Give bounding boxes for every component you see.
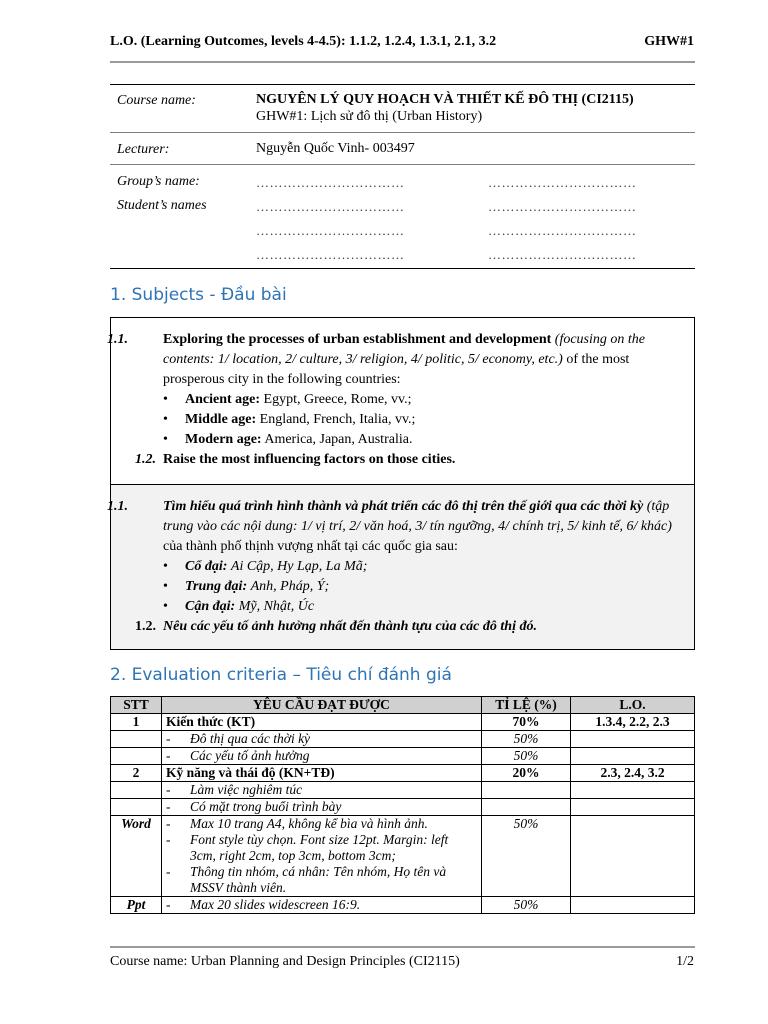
section-subjects-heading: 1. Subjects - Đầu bài [110, 285, 287, 305]
table-row: - Đô thị qua các thời kỳ 50% [111, 731, 695, 748]
question-2: Nêu các yếu tố ảnh hưởng nhất đến thành tựu của các đô thị đó. [163, 619, 537, 634]
table-row: Word - Max 10 trang A4, không kể bìa và hình ảnh. - Font style tùy chọn. Font size 12pt. Margin: left 3cm, right 2cm, top 3cm, bottom 3cm; - Thông tin nhóm, cá nhân: Tên nhóm, Họ tên và MSSV thành viên. 50% [111, 816, 695, 897]
course-label: Course name: [117, 93, 196, 108]
item-number: 1.2. [135, 452, 156, 467]
lecturer-label: Lecturer: [117, 142, 170, 157]
list-item: • Cổ đại: Ai Cập, Hy Lạp, La Mã; [185, 557, 688, 577]
table-row: - Các yếu tố ảnh hưởng 50% [111, 748, 695, 765]
list-item: • Trung đại: Anh, Pháp, Ý; [185, 577, 688, 597]
group-name-label: Group’s name: [117, 174, 200, 189]
blank-line: …………………………… [256, 199, 405, 214]
table-row: 1 Kiến thức (KT) 70% 1.3.4, 2.2, 2.3 [111, 714, 695, 731]
blank-line: …………………………… [488, 247, 637, 262]
header-rule [110, 61, 695, 63]
blank-line: …………………………… [488, 199, 637, 214]
item-number: 1.2. [135, 619, 156, 634]
list-item: • Middle age: England, French, Italia, vv.; [185, 410, 688, 430]
footer-course-name: Course name: Urban Planning and Design Principles (CI2115) [110, 954, 460, 969]
blank-line: …………………………… [488, 223, 637, 238]
lecturer-name: Nguyễn Quốc Vinh- 003497 [256, 141, 415, 156]
column-header: YÊU CẦU ĐẠT ĐƯỢC [162, 697, 482, 714]
page-number: 1/2 [676, 954, 694, 969]
question-1-italic: (focusing on the contents: 1/ location, 2/ culture, 3/ religion, 4/ politic, 5/ economy, etc.) [163, 332, 645, 367]
header-code: GHW#1 [644, 34, 694, 49]
section-criteria-heading: 2. Evaluation criteria – Tiêu chí đánh giá [110, 665, 452, 685]
blank-line: …………………………… [488, 175, 637, 190]
question-2: Raise the most influencing factors on those cities. [163, 452, 456, 467]
column-header: L.O. [571, 697, 695, 714]
student-names-label: Student’s names [117, 198, 207, 213]
table-header-row [111, 697, 695, 714]
table-row: - Có mặt trong buổi trình bày [111, 799, 695, 816]
question-1-rest: của thành phố thịnh vượng nhất tại các quốc gia sau: [163, 539, 458, 554]
info-rule-1 [110, 132, 695, 133]
column-header: TỈ LỆ (%) [482, 697, 571, 714]
info-top-rule [110, 84, 695, 85]
question-1-bold: Exploring the processes of urban establishment and development [163, 332, 552, 347]
table-row: - Làm việc nghiêm túc [111, 782, 695, 799]
blank-line: …………………………… [256, 175, 405, 190]
footer-rule [110, 946, 695, 948]
list-item: • Cận đại: Mỹ, Nhật, Úc [185, 597, 688, 617]
blank-line: …………………………… [256, 223, 405, 238]
info-rule-2 [110, 164, 695, 165]
item-number: 1.1. [107, 499, 128, 514]
question-1-bold: Tìm hiểu quá trình hình thành và phát triển các đô thị trên thế giới qua các thời kỳ [163, 499, 644, 514]
table-row: Ppt - Max 20 slides widescreen 16:9. 50% [111, 897, 695, 914]
blank-line: …………………………… [256, 247, 405, 262]
criteria-table [110, 696, 695, 914]
info-bottom-rule [110, 268, 695, 269]
course-subtitle: GHW#1: Lịch sử đô thị (Urban History) [256, 109, 483, 124]
column-header: STT [111, 697, 162, 714]
question-1-italic: (tập trung vào các nội dung: 1/ vị trí, 2/ văn hoá, 3/ tín ngưỡng, 4/ chính trị, 5/ kinh tế, 6/ khác) [163, 499, 672, 534]
item-number: 1.1. [107, 332, 128, 347]
subjects-box-vietnamese [107, 484, 695, 650]
header-lo: L.O. (Learning Outcomes, levels 4-4.5): 1.1.2, 1.2.4, 1.3.1, 2.1, 3.2 [110, 34, 497, 49]
question-1-rest: of the most prosperous city in the following countries: [163, 352, 630, 387]
list-item: • Modern age: America, Japan, Australia. [185, 430, 688, 450]
course-title: NGUYÊN LÝ QUY HOẠCH VÀ THIẾT KẾ ĐÔ THỊ (CI2115) [256, 92, 634, 107]
list-item: • Ancient age: Egypt, Greece, Rome, vv.; [185, 390, 688, 410]
table-row: 2 Kỹ năng và thái độ (KN+TĐ) 20% 2.3, 2.4, 3.2 [111, 765, 695, 782]
subjects-box-english [107, 317, 695, 486]
